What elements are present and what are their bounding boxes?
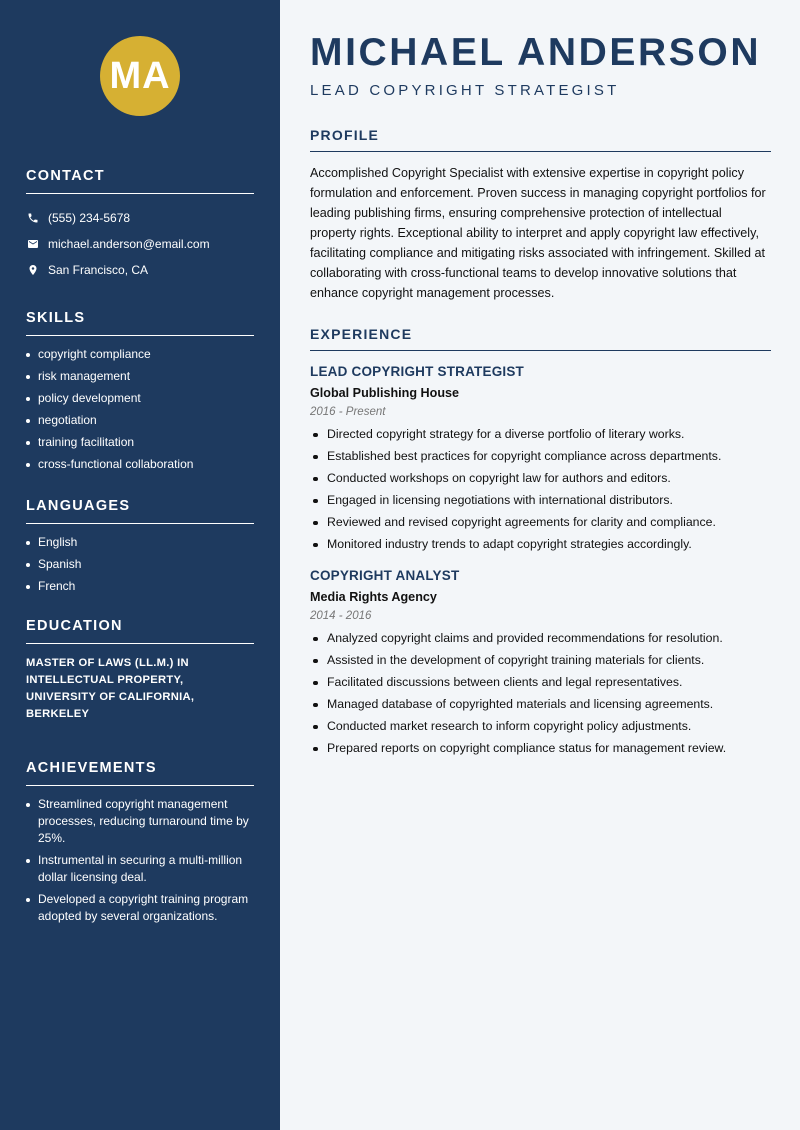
job-bullet: Engaged in licensing negotiations with international distributors. — [310, 492, 771, 509]
job-bullet: Managed database of copyrighted materials and licensing agreements. — [310, 696, 771, 713]
skills-heading: SKILLS — [26, 310, 254, 336]
languages-heading: LANGUAGES — [26, 498, 254, 524]
job-entry — [310, 568, 771, 757]
job-bullet: Analyzed copyright claims and provided recommendations for resolution. — [310, 630, 771, 647]
skill-item: negotiation — [26, 412, 254, 429]
languages-section — [26, 498, 254, 595]
profile-summary: Accomplished Copyright Specialist with extensive expertise in copyright policy formulation and enforcement. Proven success in managing copyright portfolios for leading publishing firms, ensuring comprehensive protection of intellectual property rights. Exceptional ability to interpret and apply copyright law effectively, facilitating compliance and mitigating risks associated with infringement. Skilled at collaborating with cross-functional teams to develop innovative solutions that enhance copyright management processes. — [310, 166, 766, 300]
job-bullet: Conducted workshops on copyright law for authors and editors. — [310, 470, 771, 487]
contact-location — [26, 257, 254, 283]
phone-icon — [26, 211, 40, 225]
candidate-name: MICHAEL ANDERSON — [310, 31, 762, 74]
job-bullet: Established best practices for copyright compliance across departments. — [310, 448, 771, 465]
email-text[interactable]: michael.anderson@email.com — [48, 237, 210, 251]
achievement-item: Instrumental in securing a multi-million dollar licensing deal. — [26, 852, 254, 886]
job-bullet: Monitored industry trends to adapt copyright strategies accordingly. — [310, 536, 771, 553]
job-bullets — [310, 426, 771, 553]
profile-heading: PROFILE — [310, 127, 771, 152]
contact-email — [26, 231, 254, 257]
job-company: Media Rights Agency — [310, 590, 437, 604]
location-pin-icon — [26, 263, 40, 277]
contact-heading: CONTACT — [26, 168, 254, 194]
education-section — [26, 618, 254, 723]
skills-list — [26, 346, 254, 473]
skill-item: training facilitation — [26, 434, 254, 451]
candidate-title: LEAD COPYRIGHT STRATEGIST — [310, 82, 620, 99]
main-content — [280, 0, 800, 1130]
skills-section — [26, 310, 254, 473]
job-dates: 2016 - Present — [310, 406, 386, 418]
language-item: English — [26, 534, 254, 551]
skill-item: policy development — [26, 390, 254, 407]
location-text: San Francisco, CA — [48, 263, 149, 277]
job-bullet: Reviewed and revised copyright agreements for clarity and compliance. — [310, 514, 771, 531]
experience-section — [310, 326, 771, 757]
avatar-initials: MA — [100, 36, 180, 116]
language-item: Spanish — [26, 556, 254, 573]
language-item: French — [26, 578, 254, 595]
job-bullets — [310, 630, 771, 757]
email-icon — [26, 237, 40, 251]
job-entry — [310, 364, 771, 553]
job-bullet: Directed copyright strategy for a diverse portfolio of literary works. — [310, 426, 771, 443]
achievements-list — [26, 796, 254, 925]
contact-list — [26, 205, 254, 283]
job-dates: 2014 - 2016 — [310, 610, 372, 622]
contact-section — [26, 168, 254, 283]
job-title: LEAD COPYRIGHT STRATEGIST — [310, 364, 525, 379]
skill-item: copyright compliance — [26, 346, 254, 363]
achievement-item: Developed a copyright training program adopted by several organizations. — [26, 891, 254, 925]
languages-list — [26, 534, 254, 595]
job-title: COPYRIGHT ANALYST — [310, 568, 460, 583]
job-bullet: Conducted market research to inform copyright policy adjustments. — [310, 718, 771, 735]
education-degree: MASTER OF LAWS (LL.M.) IN INTELLECTUAL PROPERTY, UNIVERSITY OF CALIFORNIA, BERKELEY — [26, 657, 195, 720]
sidebar — [0, 0, 280, 1130]
profile-section — [310, 127, 771, 303]
phone-text[interactable]: (555) 234-5678 — [48, 211, 131, 225]
skill-item: risk management — [26, 368, 254, 385]
job-bullet: Facilitated discussions between clients and legal representatives. — [310, 674, 771, 691]
job-bullet: Prepared reports on copyright compliance status for management review. — [310, 740, 771, 757]
contact-phone — [26, 205, 254, 231]
education-heading: EDUCATION — [26, 618, 254, 644]
skill-item: cross-functional collaboration — [26, 456, 254, 473]
job-company: Global Publishing House — [310, 386, 460, 400]
experience-heading: EXPERIENCE — [310, 326, 771, 351]
achievements-section — [26, 760, 254, 925]
achievements-heading: ACHIEVEMENTS — [26, 760, 254, 786]
job-bullet: Assisted in the development of copyright training materials for clients. — [310, 652, 771, 669]
achievement-item: Streamlined copyright management processes, reducing turnaround time by 25%. — [26, 796, 254, 847]
